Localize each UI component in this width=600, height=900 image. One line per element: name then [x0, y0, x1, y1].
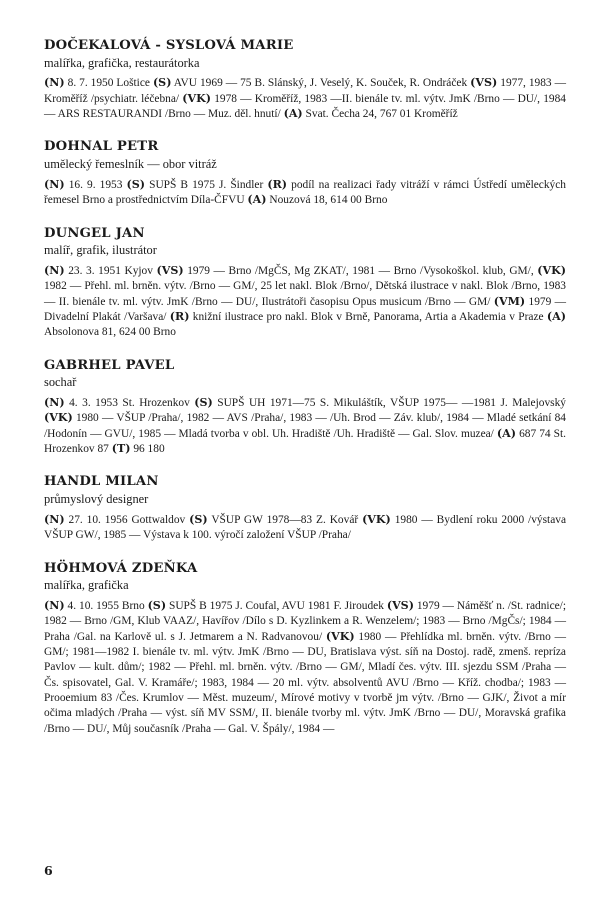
- directory-entry: [44, 139, 566, 208]
- entry-body: (N) 23. 3. 1951 Kyjov (VS) 1979 — Brno /MgČS, Mg ZKAT/, 1981 — Brno /Vysokoškol. klub, GM/, (VK) 1982 — Přehl. ml. brněn. výtv. /Brno — GM/, 25 let nakl. Blok /Brno/, Dětská ilustrace v nakl. Blok /Brno, 1983 — II. bienále tv. ml. výtv. JmK /Brno — DU/, Ilustrátoři časopisu Opus musicum /Brno — GM/ (VM) 1979 — Divadelní Plakát /Varšava/ (R) knižní ilustrace pro nakl. Blok v Brně, Panorama, Artia a Akademia v Praze (A) Absolonova 81, 624 00 Brno: [44, 264, 567, 339]
- directory-entry: [44, 561, 566, 737]
- entry-body: (N) 27. 10. 1956 Gottwaldov (S) VŠUP GW 1978—83 Z. Kovář (VK) 1980 — Bydlení roku 2000 /výstava VŠUP GW/, 1985 — Výstava k 100. výročí založení VŠUP /Praha/: [44, 512, 566, 542]
- entry-body: (N) 8. 7. 1950 Loštice (S) AVU 1969 — 75 B. Slánský, J. Veselý, K. Souček, R. Ondráček (VS) 1977, 1983 — Kroměříž /psychiatr. léčebna/ (VK) 1978 — Kroměříž, 1983 —II. bienále tv. ml. výtv. JmK /Brno — DU/, 1984 — ARS RESTAURANDI /Brno — Muz. děl. hnutí/ (A) Svat. Čecha 24, 767 01 Kroměříž: [44, 76, 567, 121]
- directory-entry: [44, 358, 566, 458]
- entry-body: (N) 4. 3. 1953 St. Hrozenkov (S) SUPŠ UH 1971—75 S. Mikuláštík, VŠUP 1975— —1981 J. Malejovský (VK) 1980 — VŠUP /Praha/, 1982 — AVS /Praha/, 1983 — /Uh. Brod — Záv. klub/, 1984 — Mladé setkání 84 /Hodonín — GVU/, 1985 — Mladá tvorba v obl. Uh. Hradiště /Uh. Hradiště — Gal. Slov. muzea/ (A) 687 74 St. Hrozenkov 87 (T) 96 180: [44, 396, 566, 456]
- entry-role: sochař: [44, 375, 77, 390]
- entry-body: (N) 16. 9. 1953 (S) SUPŠ B 1975 J. Šindler (R) podíl na realizaci řady vitráží v rámci Ústředí uměleckých řemesel Brno a prostřednictvím Díla-ČFVU (A) Nouzová 18, 614 00 Brno: [44, 177, 567, 207]
- entry-role: malíř, grafik, ilustrátor: [44, 243, 157, 258]
- directory-entry: [44, 474, 566, 543]
- entry-name: DOČEKALOVÁ - SYSLOVÁ MARIE: [44, 38, 294, 53]
- entry-role: umělecký řemeslník — obor vitráž: [44, 157, 217, 172]
- directory-entry: [44, 226, 566, 341]
- entry-name: GABRHEL PAVEL: [44, 357, 175, 373]
- entry-name: HÖHMOVÁ ZDEŇKA: [44, 560, 198, 576]
- entry-role: malířka, grafička, restaurátorka: [44, 55, 200, 70]
- entry-role: průmyslový designer: [44, 491, 149, 506]
- directory-entry: [44, 38, 566, 122]
- entry-role: malířka, grafička: [44, 578, 129, 593]
- page-number: 6: [44, 863, 53, 878]
- entry-body: (N) 4. 10. 1955 Brno (S) SUPŠ B 1975 J. Coufal, AVU 1981 F. Jiroudek (VS) 1979 — Náměšť n. /St. radnice/; 1982 — Brno /GM, Klub VAAZ/, Havířov /Dílo s D. Kyzlinkem a R. Wenzelem/; 1983 — Brno /MgČs/; 1984 — Praha /Gal. na Karlově ul. s J. Jetmarem a N. Radvanovou/ (VK) 1980 — Přehlídka ml. brněn. výtv. /Brno — GM/; 1981—1982 I. bienále tv. ml. výtv. JmK /Brno — DU, Bratislava výst. síň na Dostoj. radě, zmenš. repríza Pavlov — kult. dům/; 1982 — Přehl. ml. brněn. výtv. /Brno — GM/, Mladí čes. výtv. III. sjezdu SSM /Praha — Čs. spisovatel, Gal. V. Kramáře/; 1983, 1984 — 20 ml. výtv. absolventů AVU /Brno — Kříž. chodba/; 1983 — Prooemium 83 /Čes. Krumlov — Měst. muzeum/, Mírové motivy v tvorbě jm výtv. /Brno — GJK/, Život a mír očima mladých /Praha — výst. síň MV SSM/, II. bienále tvorby ml. výtv. JmK /Brno — DU/, Moravská grafika /Brno — DU/, Můj současník /Praha — Gal. V. Špály/, 1984 —: [44, 598, 567, 735]
- entry-name: DOHNAL PETR: [44, 139, 159, 155]
- entry-name: HANDL MILAN: [44, 474, 159, 490]
- entry-name: DUNGEL JAN: [44, 225, 145, 241]
